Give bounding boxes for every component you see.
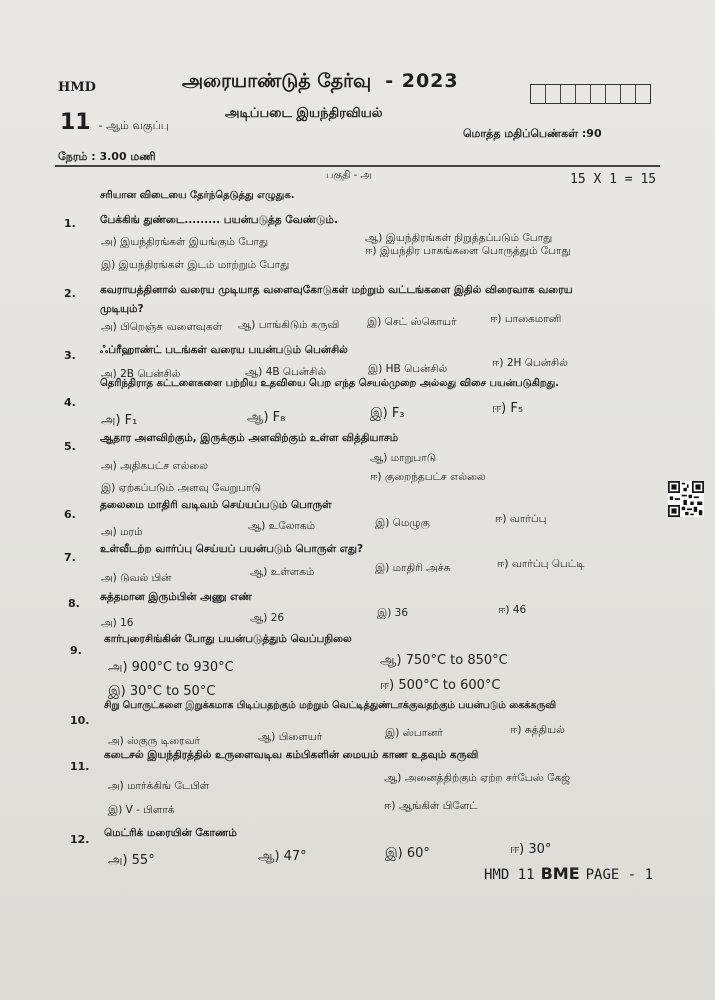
option-b: ஆ) 4B பென்சில் [245, 366, 327, 378]
option-c: இ) மாதிரி அச்சு [375, 562, 451, 574]
option-a: அ) பிறெஞ்சு வளைவுகள் [101, 321, 223, 333]
total-marks: மொத்த மதிப்பெண்கள் :90 [463, 127, 602, 140]
footer-code: HMD 11 [484, 867, 535, 883]
option-c: இ) 60° [385, 846, 430, 861]
footer-page: PAGE - 1 [585, 867, 654, 883]
option-a: அ) அதிகபட்ச எல்லை [101, 460, 208, 472]
option-c: இ) மெழுகு [375, 517, 430, 529]
option-d: ஈ) இயந்திர பாகங்களை பொருத்தும் போது [365, 245, 571, 257]
option-d: ஈ) குறைந்தபட்ச எல்லை [370, 471, 486, 483]
exam-year: - 2023 [385, 70, 459, 92]
question-number: 6. [64, 508, 76, 521]
option-b: ஆ) உள்ளகம் [250, 566, 315, 578]
exam-time: நேரம் : 3.00 மணி [58, 150, 156, 163]
option-a: அ) 16 [101, 617, 134, 629]
option-b: ஆ) அனைத்திற்கும் ஏற்ற சர்பேஸ் கேஜ் [384, 772, 571, 784]
question-number: 9. [70, 644, 82, 657]
option-b: ஆ) 750°C to 850°C [380, 653, 508, 668]
option-d: ஈ) வார்ப்பு [495, 513, 547, 525]
question-text: சுத்தமான இரும்பின் அணு எண் [100, 591, 252, 603]
question-number: 2. [64, 287, 76, 300]
option-c: இ) F₃ [370, 406, 405, 421]
school-code: HMD [58, 80, 96, 95]
option-a: அ) இயந்திரங்கள் இயங்கும் போது [101, 236, 269, 248]
question-number: 5. [64, 440, 76, 453]
question-number: 8. [68, 597, 80, 610]
question-number: 11. [70, 760, 90, 773]
option-c: இ) ஸ்பானர் [385, 727, 443, 739]
section-score: 15 X 1 = 15 [570, 172, 657, 187]
option-b: ஆ) பாங்கிடும் கருவி [238, 319, 340, 331]
option-a: அ) மார்க்கிங் டேபிள் [108, 780, 210, 792]
option-b: ஆ) இயந்திரங்கள் நிறுத்தப்படும் போது [365, 232, 553, 244]
subject-title: அடிப்படை இயந்திரவியல் [225, 106, 383, 121]
option-a: அ) 900°C to 930°C [108, 660, 234, 675]
question-number: 10. [70, 714, 90, 727]
question-text: மெட்ரிக் மரையின் கோணம் [104, 827, 237, 839]
option-d: ஈ) சுத்தியல் [510, 724, 565, 736]
question-number: 3. [64, 349, 76, 362]
option-d: ஈ) ஆங்கிள் பிளேட் [384, 800, 478, 812]
footer-subject: BME [540, 864, 580, 883]
option-b: ஆ) F₈ [247, 410, 286, 425]
exam-title-text: அரையாண்டுத் தேர்வு [182, 70, 372, 92]
section-heading: பகுதி - அ [326, 170, 372, 181]
option-d: ஈ) 500°C to 600°C [380, 678, 501, 693]
option-a: அ) 55° [108, 853, 155, 868]
option-a: அ) டுவல் பின் [101, 572, 172, 584]
page-footer [484, 864, 653, 883]
option-c: இ) HB பென்சில் [368, 363, 448, 375]
option-a: அ) ஸ்குரு டிரைவர் [108, 735, 200, 747]
option-b: ஆ) 47° [258, 849, 307, 864]
option-c: இ) செட் ஸ்கொயர் [367, 316, 457, 328]
question-number: 7. [64, 551, 76, 564]
grade-number: 11 [60, 110, 91, 135]
option-c: இ) இயந்திரங்கள் இடம் மாற்றும் போது [101, 259, 290, 271]
option-c: இ) 36 [377, 607, 409, 619]
option-a: அ) மரம் [101, 526, 143, 538]
option-d: ஈ) 46 [498, 604, 527, 616]
option-b: ஆ) பிளையர் [258, 731, 323, 743]
question-number: 12. [70, 833, 90, 846]
register-number-boxes [530, 84, 651, 104]
option-b: ஆ) மாறுபாடு [370, 452, 437, 464]
exam-title [182, 70, 459, 95]
question-text: சிறு பொருட்களை இறுக்கமாக பிடிப்பதற்கும் மற்றும் வெட்டித்துண்டாக்குவதற்கும் பயன்படும் கைக்கருவி [104, 700, 557, 711]
question-number: 1. [64, 217, 76, 230]
section-instruction: சரியான விடையை தேர்ந்தெடுத்து எழுதுக. [100, 190, 295, 201]
option-c: இ) ஏற்கப்படும் அளவு வேறுபாடு [101, 482, 261, 494]
question-text: தெரிந்திராத கட்டளைகளை பற்றிய உதவியை பெற எந்த செயல்முறை அல்லது விசை பயன்படுகிறது. [100, 378, 560, 389]
question-text-continued: முடியும்? [100, 303, 144, 315]
option-b: ஆ) உலோகம் [248, 520, 316, 532]
question-text: கவராயத்தினால் வரைய முடியாத வளைவுகோடுகள் மற்றும் வட்டங்களை இதில் விரைவாக வரைய [100, 284, 573, 296]
question-text: ஃப்ரீஹாண்ட் படங்கள் வரைய பயன்படும் பென்சில் [100, 344, 348, 356]
option-c: இ) V - பிளாக் [108, 804, 175, 816]
option-d: ஈ) 2H பென்சில் [492, 357, 568, 369]
question-text: ஆதார அளவிற்கும், இருக்கும் அளவிற்கும் உள்ள வித்தியாசம் [100, 432, 399, 444]
option-c: இ) 30°C to 50°C [108, 684, 216, 699]
question-text: பேக்கிங் துண்டை......... பயன்படுத்த வேண்டும். [100, 214, 338, 226]
question-number: 4. [64, 396, 76, 409]
option-d: ஈ) 30° [510, 842, 552, 857]
option-a: அ) 2B பென்சில் [101, 368, 181, 380]
option-d: ஈ) F₅ [492, 401, 524, 416]
option-a: அ) F₁ [101, 413, 138, 428]
question-text: உள்வீடற்ற வார்ப்பு செய்யப் பயன்படும் பொருள் எது? [100, 543, 364, 555]
option-d: ஈ) பாகைமானி [490, 313, 562, 325]
option-b: ஆ) 26 [250, 612, 285, 624]
question-text: கார்புரைசிங்கின் போது பயன்படுத்தும் வெப்பநிலை [104, 633, 352, 645]
header-divider [55, 165, 660, 167]
question-text: கடைசல் இயந்திரத்தில் உருளைவடிவ கம்பிகளின் மையம் காண உதவும் கருவி [104, 749, 479, 761]
option-d: ஈ) வார்ப்பு பெட்டி [497, 558, 585, 570]
question-text: தலைமை மாதிரி வடிவம் செய்யப்படும் பொருள் [100, 499, 332, 511]
grade-suffix: - ஆம் வகுப்பு [98, 119, 169, 132]
qr-code [668, 481, 704, 517]
grade [60, 110, 169, 135]
